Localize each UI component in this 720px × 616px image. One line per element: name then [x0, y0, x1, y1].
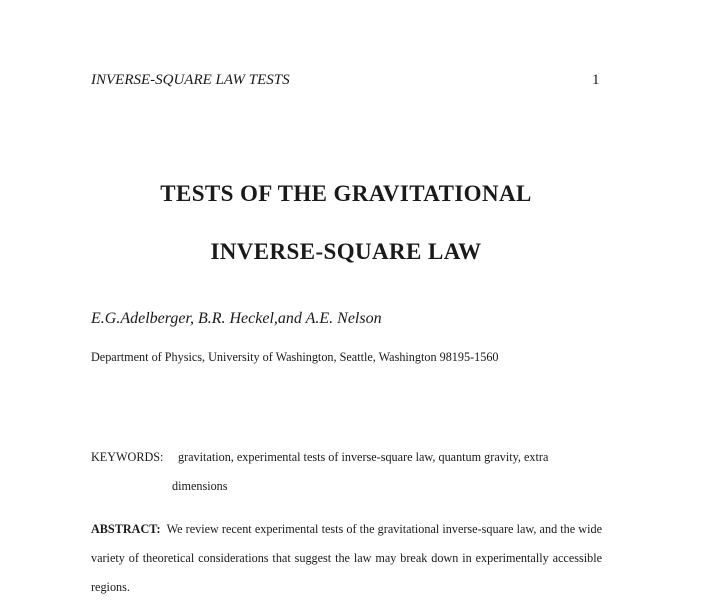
keywords-label: KEYWORDS:: [91, 450, 164, 464]
keywords-line-2: dimensions: [172, 479, 228, 493]
keywords-text: gravitation, experimental tests of inverse-square law, quantum gravity, extra: [178, 450, 549, 464]
authors: E.G.Adelberger, B.R. Heckel,and A.E. Nelson: [91, 310, 382, 327]
keywords-line-1: [91, 443, 602, 472]
abstract-label: ABSTRACT:: [91, 522, 161, 536]
paper-title-line-2: INVERSE-SQUARE LAW: [210, 239, 482, 264]
affiliation: Department of Physics, University of Washington, Seattle, Washington 98195-1560: [91, 350, 499, 364]
abstract-section: [91, 515, 602, 602]
keywords-section: [91, 443, 602, 501]
paper-title-line-1: TESTS OF THE GRAVITATIONAL: [160, 181, 532, 206]
running-title: INVERSE-SQUARE LAW TESTS: [91, 72, 290, 88]
abstract-text: We review recent experimental tests of the gravitational inverse-square law, and the wide variety of theoretical considerations that suggest the law may break down in experimentally accessible regions.: [91, 522, 602, 594]
page-number: 1: [592, 72, 600, 88]
